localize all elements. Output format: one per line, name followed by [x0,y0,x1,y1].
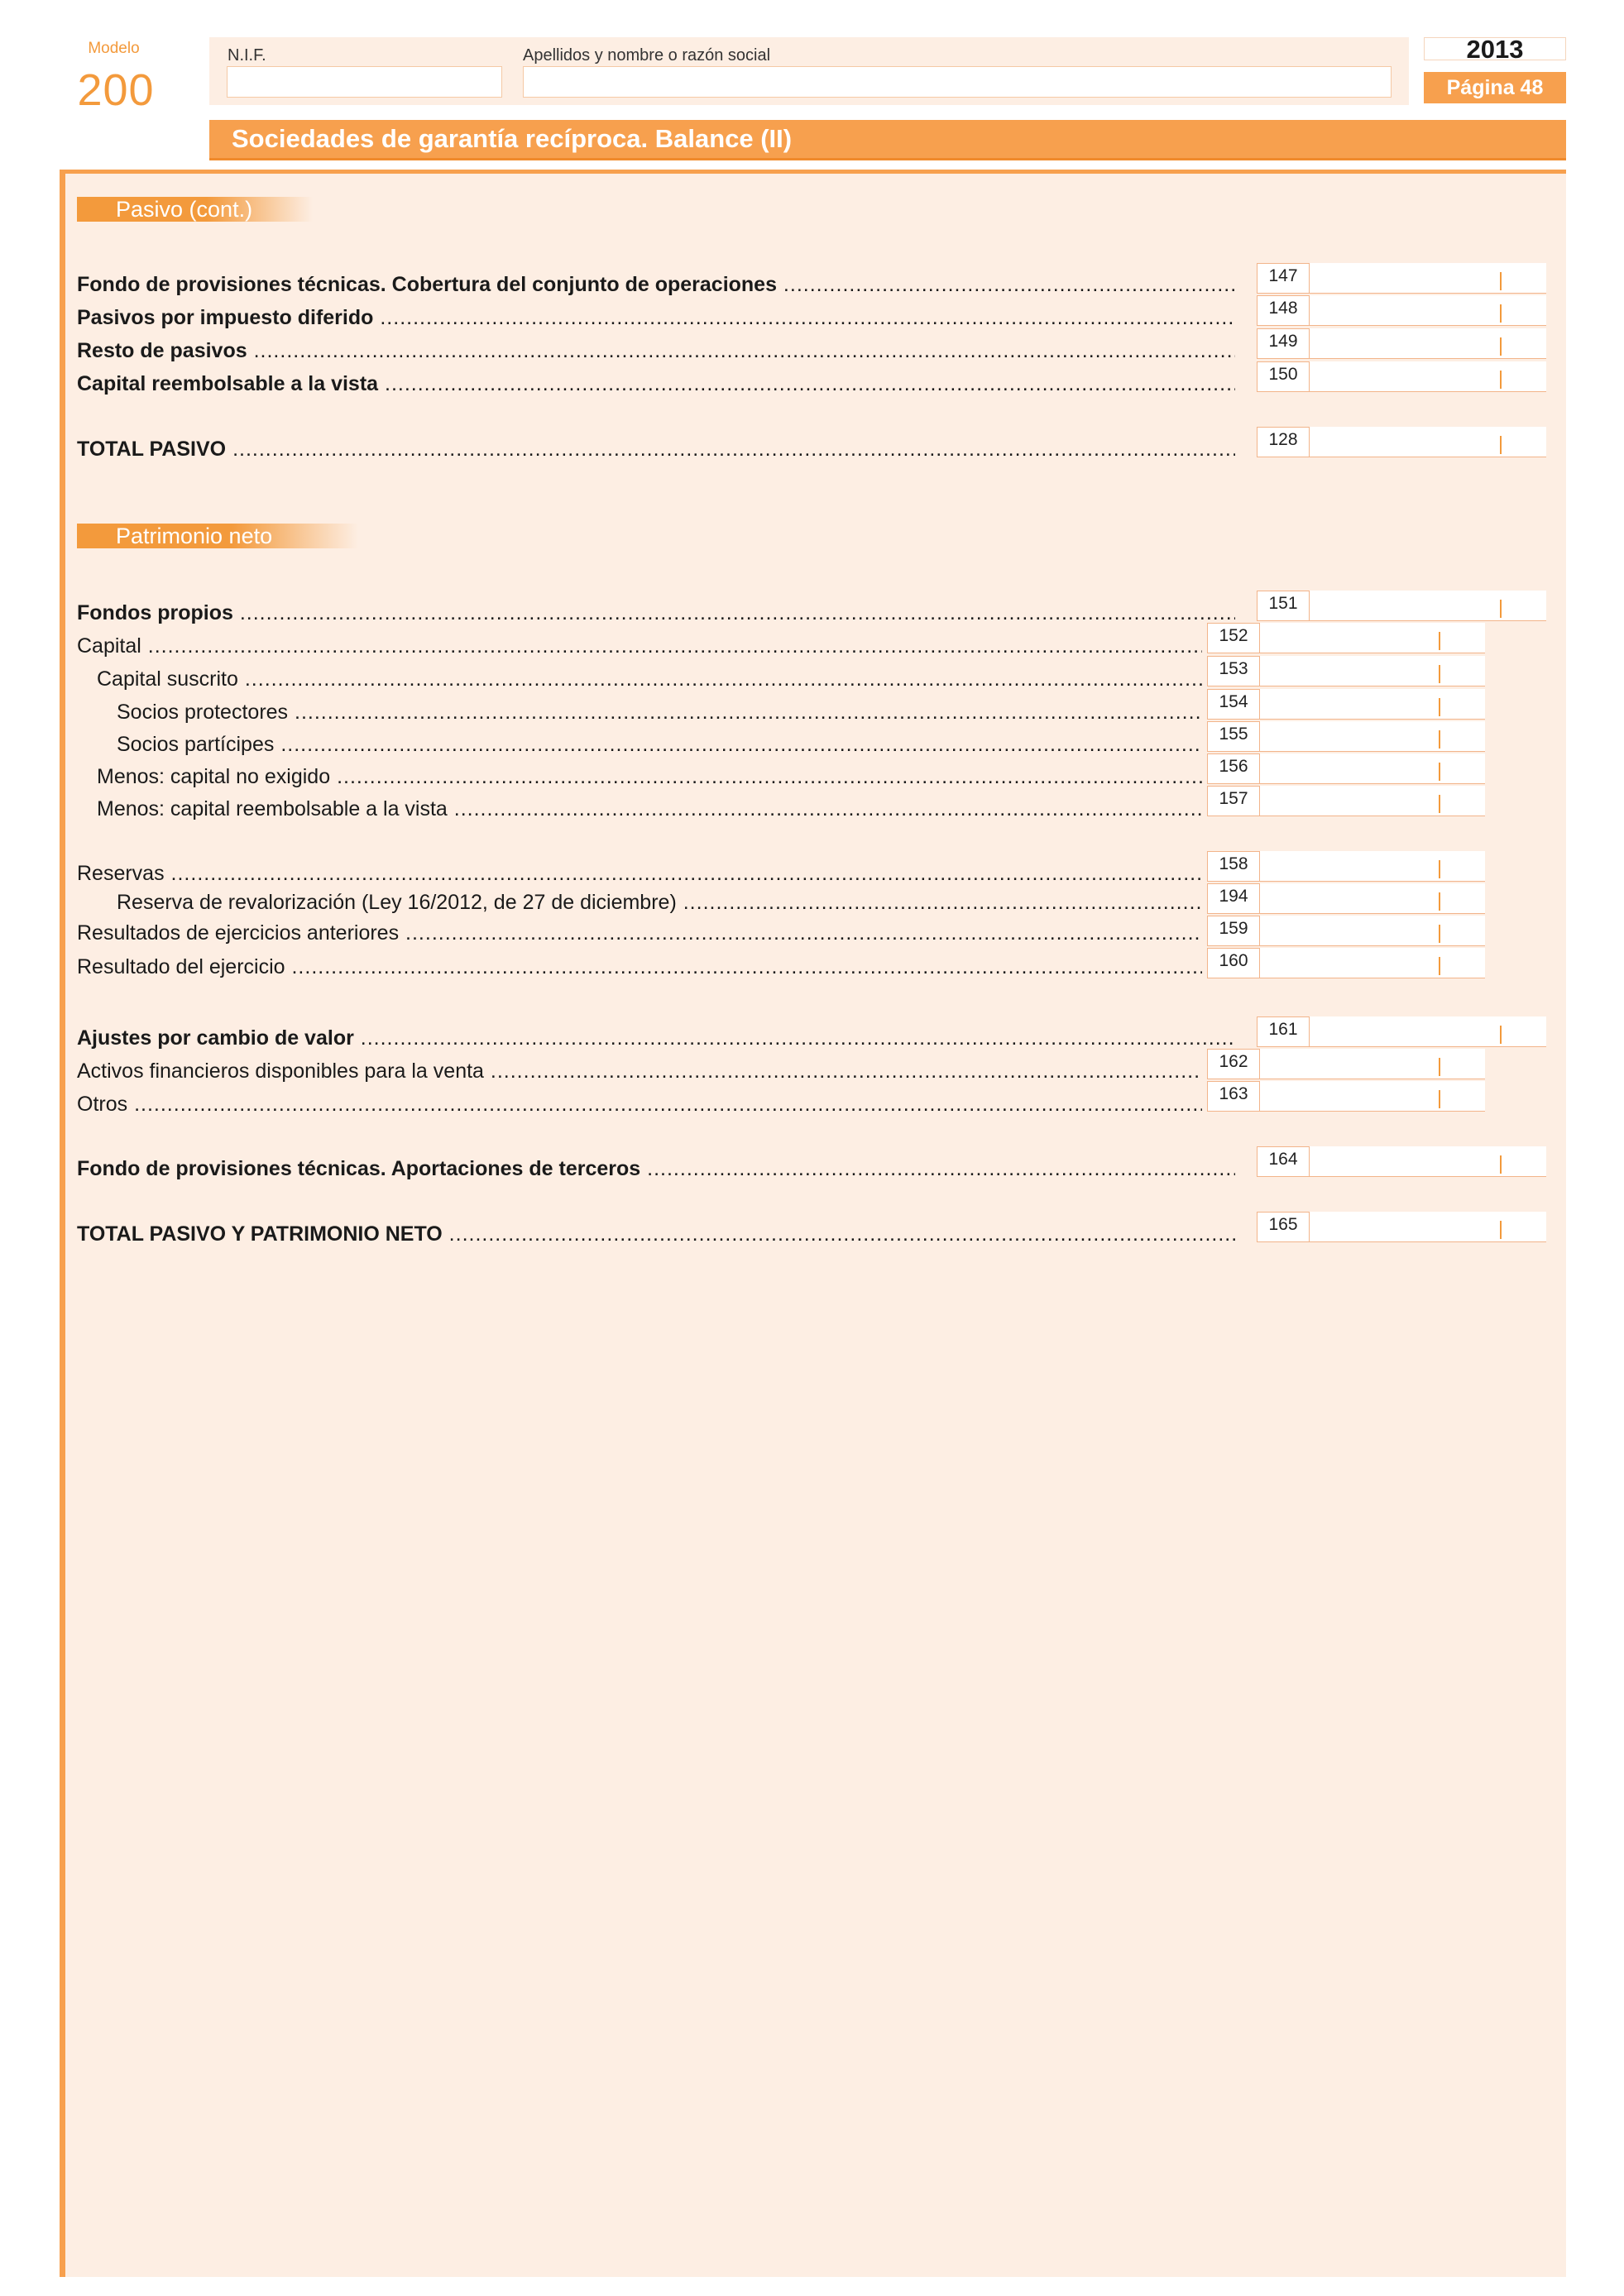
amount-input[interactable] [1310,263,1546,294]
amount-input[interactable] [1260,721,1485,752]
row-label-163: Otros ..... [77,1090,1202,1118]
amount-input[interactable] [1260,656,1485,686]
amount-input[interactable] [1310,328,1546,359]
field-code: 156 [1207,753,1260,784]
field-code: 158 [1207,851,1260,882]
field-code: 155 [1207,721,1260,752]
row-label-147: Fondo de provisiones técnicas. Cobertura del conjunto de operaciones ..... [77,270,1235,299]
field-code: 194 [1207,883,1260,914]
section-header-pasivo: Pasivo (cont.) [77,197,313,222]
name-field[interactable] [523,66,1392,98]
field-code: 161 [1257,1016,1310,1047]
page-badge: Página 48 [1424,72,1566,103]
row-label-157: Menos: capital reembolsable a la vista ..... [97,795,1202,823]
row-label-164: Fondo de provisiones técnicas. Aportaciones de terceros ..... [77,1155,1235,1183]
row-label-194: Reserva de revalorización (Ley 16/2012, de 27 de diciembre) ..... [117,888,1202,916]
field-code: 147 [1257,263,1310,294]
amount-input[interactable] [1260,623,1485,653]
field-code: 157 [1207,786,1260,816]
amount-input[interactable] [1260,1081,1485,1112]
amount-input[interactable] [1260,851,1485,882]
row-label-128: TOTAL PASIVO ..... [77,435,1235,463]
field-code: 150 [1257,361,1310,392]
field-code: 153 [1207,656,1260,686]
amount-input[interactable] [1260,883,1485,914]
row-label-162: Activos financieros disponibles para la venta ..... [77,1057,1202,1085]
row-label-153: Capital suscrito ..... [97,665,1202,693]
amount-input[interactable] [1260,916,1485,946]
amount-input[interactable] [1260,689,1485,720]
field-code: 159 [1207,916,1260,946]
amount-input[interactable] [1260,1049,1485,1079]
field-code: 165 [1257,1212,1310,1242]
modelo-number: 200 [77,65,155,115]
amount-input[interactable] [1310,361,1546,392]
field-code: 162 [1207,1049,1260,1079]
section-header-patrimonio: Patrimonio neto [77,524,358,548]
row-label-165: TOTAL PASIVO Y PATRIMONIO NETO ..... [77,1220,1235,1248]
modelo-label: Modelo [88,40,140,57]
field-code: 151 [1257,591,1310,621]
amount-input[interactable] [1310,295,1546,326]
field-code: 148 [1257,295,1310,326]
row-label-159: Resultados de ejercicios anteriores ..... [77,919,1202,947]
field-code: 154 [1207,689,1260,720]
nif-label: N.I.F. [228,46,266,65]
amount-input[interactable] [1310,1212,1546,1242]
page-title: Sociedades de garantía recíproca. Balance (II) [232,124,793,153]
name-label: Apellidos y nombre o razón social [523,46,771,65]
row-label-161: Ajustes por cambio de valor ..... [77,1024,1235,1052]
row-label-156: Menos: capital no exigido ..... [97,763,1202,791]
field-code: 149 [1257,328,1310,359]
amount-input[interactable] [1260,948,1485,978]
row-label-148: Pasivos por impuesto diferido ..... [77,304,1235,332]
amount-input[interactable] [1310,1146,1546,1177]
row-label-152: Capital ..... [77,632,1202,660]
amount-input[interactable] [1310,591,1546,621]
amount-input[interactable] [1260,753,1485,784]
row-label-155: Socios partícipes ..... [117,730,1202,758]
field-code: 164 [1257,1146,1310,1177]
year: 2013 [1466,35,1524,64]
amount-input[interactable] [1260,786,1485,816]
row-label-149: Resto de pasivos ..... [77,337,1235,365]
nif-field[interactable] [227,66,502,98]
amount-input[interactable] [1310,1016,1546,1047]
row-label-160: Resultado del ejercicio ..... [77,953,1202,981]
amount-input[interactable] [1310,427,1546,457]
row-label-154: Socios protectores ..... [117,698,1202,726]
field-code: 163 [1207,1081,1260,1112]
row-label-158: Reservas ..... [77,859,1202,887]
field-code: 160 [1207,948,1260,978]
row-label-150: Capital reembolsable a la vista ..... [77,370,1235,398]
row-label-151: Fondos propios ..... [77,599,1235,627]
field-code: 152 [1207,623,1260,653]
field-code: 128 [1257,427,1310,457]
